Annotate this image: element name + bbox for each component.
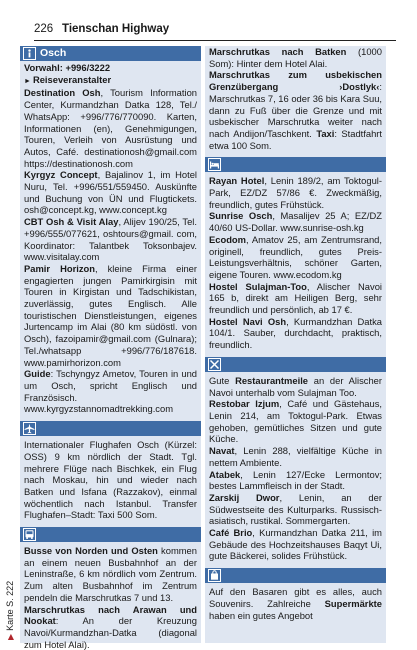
entry-marschrutka-batken: Marschrutkas nach Batken (1000 Som): Hinter dem Hotel Alai.	[209, 46, 382, 69]
entry-marschrutka-border: Marschrutkas zum usbekischen Grenzübergang ›Dostlyk‹: Marschrutkas 7, 16 oder 36 bis Kara Suu, dann zu Fuß über die Grenze und mit usbekischer Marschrutka weiter nach nach Andijon/Taschkent. Taxi: Stadtfahrt etwa 100 Som.	[209, 69, 383, 151]
triangle-marker-icon: ▶	[6, 633, 15, 640]
restaurant-bar	[205, 357, 386, 372]
shopping-bar	[205, 568, 386, 583]
entry-rayan-hotel: Rayan Hotel, Lenin 189/2, am Toktogul-Park, EZ/DZ 57/86 €. Zweckmäßig, freundlich, gutes Frühstück.	[209, 175, 382, 210]
running-title: Tienschan Highway	[62, 23, 170, 35]
entry-zarskij-dwor: Zarskij Dwor, Lenin, an der Südwestseite des Kulturparks. Russisch-asiatisch, rustikal. Sommergarten.	[209, 491, 382, 527]
entry-cbt-osh: CBT Osh & Visit Alay, Alijev 190/25, Tel. +996/555/077621, oshtours@gmail. com, Koordinator: Talantbek Toksonbajev. www.visitalay.com	[24, 216, 197, 263]
page-number: 226	[34, 23, 54, 35]
bus-bar	[20, 527, 201, 542]
entry-kyrgyz-concept: Kyrgyz Concept, Bajalinov 1, im Hotel Nuru, Tel. +996/551/559450. Auskünfte und Buchung von ÜN und Flugtickets. osh@concept.kg, www.concept.kg	[24, 169, 197, 216]
section-title: Osch	[40, 47, 67, 59]
bus-icon	[23, 528, 36, 541]
entry-sunrise-osch: Sunrise Osch, Masalijev 25 A; EZ/DZ 40/60 US-Dollar. www.sunrise-osh.kg	[209, 210, 382, 234]
cutlery-icon	[208, 358, 221, 371]
info-box-right	[205, 46, 386, 643]
entry-cafe-brio: Café Brio, Kurmandzhan Datka 211, im Gebäude des Hochzeitshauses Baqyt Ui, gute Bäckerei, solides Frühstück.	[209, 527, 382, 562]
entry-destination-osh: Destination Osh, Tourism Information Center, Kurmandzhan Datka 128, Tel./ WhatsApp: +996/776/770090. Karten, Informationen (en), Genehmigungen, Touren, Verleih von Ausrüstung und Autos, Café. destinationosh@gmail.com https://destinationosh.com	[24, 87, 197, 169]
entry-hostel-sulajman-too: Hostel Sulajman-Too, Alischer Navoi 165 b, direkt am Heiligen Berg, sehr freundlich und persönlich, ab 17 €.	[209, 280, 382, 316]
section-header-osch	[20, 46, 201, 61]
entry-shopping: Auf den Basaren gibt es alles, auch Souvenirs. Zahlreiche Supermärkte haben ein gutes Angebot	[209, 586, 382, 621]
hotel-bar	[205, 157, 386, 172]
map-reference-text: Karte S. 222	[5, 580, 15, 631]
entry-navat: Navat, Lenin 288, vielfältige Küche in nettem Ambiente.	[209, 445, 382, 468]
entry-ecodom: Ecodom, Amatov 25, am Zentrumsrand, originell, freundlich, gutes Preis-Leistungsverhältnis, schöner Garten, eigene Touren. www.ecodom.kg	[209, 233, 382, 280]
entry-restaurant-mile: Gute Restaurantmeile an der Alischer Navoi unterhalb vom Sulajman Too.	[209, 374, 382, 398]
tour-operators-heading: ► Reiseveranstalter	[24, 73, 112, 85]
entry-hostel-navi-osh: Hostel Navi Osh, Kurmandzhan Datka 104/1. Sauber, durchdacht, praktisch, freundlich.	[209, 315, 382, 351]
entry-atabek: Atabek, Lenin 127/Ecke Lermontov; bestes Lammfleisch in der Stadt.	[209, 468, 382, 492]
triangle-bullet-icon: ►	[24, 77, 31, 85]
map-reference	[5, 560, 19, 640]
info-box-left	[20, 46, 201, 650]
bed-icon	[208, 158, 221, 171]
entry-pamir-horizon: Pamir Horizon, kleine Firma einer engagierten jungen Pamirkirgisin mit Touren in Kirgistan und Tadschikistan, zuverlässig, gutes Englisch. Alle touristischen Dienstleistungen, eigenes Jurtencamp im Alai (80 km südöstl. von Osch), fazoipamir@gmail.com (Gulnara); Tel./whatsapp +996/776/187618. www.pamirhorizon.com	[24, 262, 197, 368]
airplane-icon	[23, 422, 36, 435]
entry-marschrutka-arawan: Marschrutkas nach Arawan und Nookat: An der Kreuzung Navoi/Kurmandzhan-Datka (diagonal zum Hotel Alai).	[24, 603, 197, 650]
area-code: Vorwahl: +996/3222	[24, 62, 111, 73]
entry-restobar-izjum: Restobar Izjum, Café und Gästehaus, Lenin 214, am Toktogul-Park. Etwas gehoben, gemütliches Sitzen und gute Küche.	[209, 398, 383, 445]
entry-airport: Internationaler Flughafen Osch (Kürzel: OSS) 9 km nördlich der Stadt. Tgl. mehrere Flüge nach Bischkek, ein Flug nach Moskau, hin und wieder nach Batken und Isfana (Razzakov), einmal wöchentlich nach Istanbul. Transfer Flughafen–Stadt: Taxi 500 Som.	[24, 439, 197, 521]
entry-guide: Guide: Tschyngyz Ametov, Touren in und um Osch, spricht Englisch und Französisch. www.kyrgyzstannomadtrekking.com	[24, 368, 197, 415]
shopping-icon	[208, 569, 221, 582]
page-header	[34, 22, 396, 41]
airport-bar	[20, 421, 201, 436]
info-icon	[23, 47, 36, 60]
entry-bus-north-east: Busse von Norden und Osten kommen an einem neuen Busbahnhof an der Leninstraße, 6 km nördlich vom Zentrum. Zum alten Busbahnhof im Zentrum pendeln die Marschrutkas 7 und 13.	[24, 545, 197, 603]
